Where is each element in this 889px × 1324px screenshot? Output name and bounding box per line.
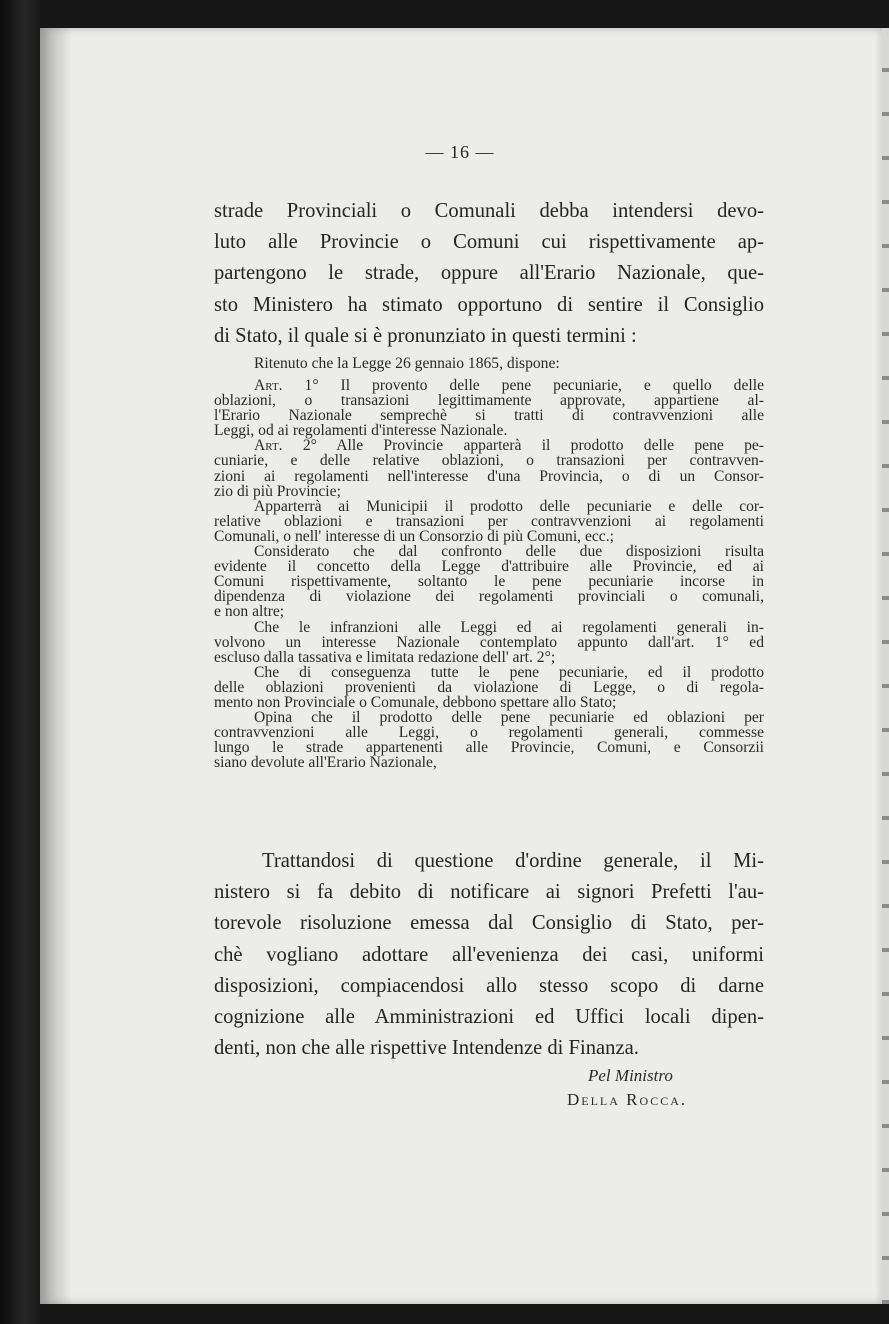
conseguenza-line: mento non Provinciale o Comunale, debbono spettare allo Stato; (214, 693, 617, 711)
municipi-line: Comunali, o nell' interesse di un Consorzio di più Comuni, ecc.; (214, 527, 614, 545)
considerato-line: Comuni rispettivamente, soltanto le pene pecuniarie incorse in (214, 573, 764, 591)
considerato-line: dipendenza di violazione dei regolamenti provinciali o comunali, (214, 588, 764, 606)
art1-line: l'Erario Nazionale semprechè si tratti di contravvenzioni alle (214, 407, 764, 425)
quoted-decision (214, 378, 764, 770)
art2-first-line (214, 438, 764, 453)
considerato-line: evidente il concetto della Legge d'attribuire alle Provincie, ed ai (214, 558, 764, 576)
art2-line: zioni ai regolamenti nell'interesse d'una Provincia, o di un Consor- (214, 467, 764, 485)
text-line: torevole risoluzione emessa dal Consiglio di Stato, per- (214, 912, 764, 935)
text-line: partengono le strade, oppure all'Erario Nazionale, que- (214, 262, 764, 285)
art1-line: Il provento delle pene pecuniarie, e quello delle (340, 377, 764, 394)
text-line: strade Provinciali o Comunali debba intendersi devo- (214, 200, 764, 222)
infrazioni-line: escluso dalla tassativa e limitata redazione dell' art. 2°; (214, 648, 556, 666)
opina-line: siano devolute all'Erario Nazionale, (214, 754, 437, 772)
infrazioni-line: Che le infranzioni alle Leggi ed ai regolamenti generali in- (254, 618, 764, 636)
opina-line: contravvenzioni alle Leggi, o regolamenti generali, commesse (214, 724, 764, 742)
page-edge (882, 28, 889, 1304)
municipi-line: relative oblazioni e transazioni per contravvenzioni ai regolamenti (214, 512, 764, 530)
text-line: luto alle Provincie o Comuni cui rispettivamente ap- (214, 231, 764, 254)
text-line: cognizione alle Amministrazioni ed Uffici locali dipen- (214, 1006, 764, 1029)
text-line: nistero si fa debito di notificare ai signori Prefetti l'au- (214, 881, 764, 904)
considerato-line: Considerato che dal confronto delle due disposizioni risulta (254, 543, 764, 561)
art1-label: Art. 1° (254, 377, 319, 394)
text-line: Trattandosi di questione d'ordine generale, il Mi- (262, 850, 764, 872)
intro-line: Ritenuto che la Legge 26 gennaio 1865, dispone: (254, 355, 560, 372)
text-line: sto Ministero ha stimato opportuno di sentire il Consiglio (214, 293, 764, 316)
page-number: — 16 — (425, 142, 495, 162)
municipi-line: Apparterrà ai Municipii il prodotto delle pecuniarie e delle cor- (254, 497, 764, 515)
opina-line: Opina che il prodotto delle pene pecuniarie ed oblazioni per (254, 709, 764, 727)
art1-first-line (214, 378, 764, 393)
considerato-line: e non altre; (214, 603, 285, 621)
text-line: chè vogliano adottare all'evenienza dei casi, uniformi (214, 943, 764, 966)
signature-name: Della Rocca. (567, 1090, 688, 1109)
art1-line: Leggi, od ai regolamenti d'interesse Nazionale. (214, 422, 508, 440)
scan-background-left (0, 0, 40, 1324)
text-line: disposizioni, compiacendosi allo stesso scopo di darne (214, 974, 764, 997)
text-line: di Stato, il quale si è pronunziato in questi termini : (214, 324, 637, 347)
signature-title: Pel Ministro (588, 1066, 673, 1085)
closing-paragraph (214, 846, 764, 1064)
art2-line: cuniarie, e delle relative oblazioni, o transazioni per contravven- (214, 452, 764, 470)
opina-line: lungo le strade appartenenti alle Provincie, Comuni, e Consorzii (214, 739, 764, 757)
conseguenza-line: Che di conseguenza tutte le pene pecuniarie, ed il prodotto (254, 663, 764, 681)
art2-line: zio di più Provincie; (214, 482, 341, 500)
art1-line: oblazioni, o transazioni legittimamente approvate, appartiene al- (214, 392, 764, 410)
infrazioni-line: volvono un interesse Nazionale contemplato appunto dall'art. 1° ed (214, 633, 764, 651)
art2-label: Art. 2° (254, 437, 317, 455)
art2-line: Alle Provincie apparterà il prodotto delle pene pe- (336, 437, 764, 455)
conseguenza-line: delle oblazioni provenienti da violazione di Legge, o di regola- (214, 678, 764, 696)
opening-paragraph (214, 196, 764, 352)
text-line: denti, non che alle rispettive Intendenze di Finanza. (214, 1037, 639, 1060)
